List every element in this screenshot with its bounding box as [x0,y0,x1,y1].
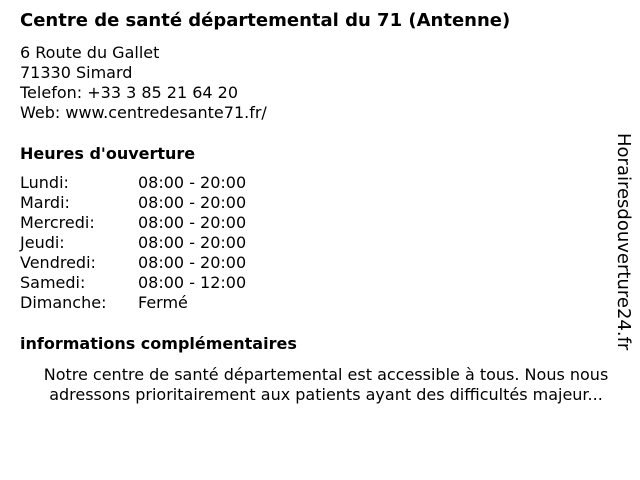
hours-row-saturday [20,273,246,293]
address-web: Web: www.centredesante71.fr/ [20,103,267,122]
hours-day: Dimanche: [20,293,107,312]
hours-row-friday [20,253,246,273]
hours-time: 08:00 - 20:00 [138,213,247,232]
hours-day: Jeudi: [20,233,65,252]
site-watermark-text: Horairesdouverture24.fr [613,133,634,351]
info-line: adressons prioritairement aux patients ayant des difficultés majeur... [49,385,603,404]
hours-time: 08:00 - 20:00 [138,193,247,212]
address-street: 6 Route du Gallet [20,43,160,62]
hours-day: Mercredi: [20,213,95,232]
info-line: Notre centre de santé départemental est accessible à tous. Nous nous [43,365,609,384]
opening-hours-heading: Heures d'ouverture [20,144,196,163]
hours-row-sunday [20,293,246,313]
hours-day: Lundi: [20,173,69,192]
opening-hours-table [20,173,246,313]
hours-row-wednesday [20,213,246,233]
hours-row-tuesday [20,193,246,213]
additional-info-text [20,365,632,405]
hours-row-thursday [20,233,246,253]
hours-time: 08:00 - 20:00 [138,233,247,252]
address-block [20,43,267,123]
page-title: Centre de santé départemental du 71 (Antenne) [20,10,511,31]
address-phone: Telefon: +33 3 85 21 64 20 [20,83,239,102]
address-city: 71330 Simard [20,63,133,82]
additional-info-heading: informations complémentaires [20,334,297,353]
hours-day: Vendredi: [20,253,96,272]
site-watermark [611,133,635,351]
hours-time: 08:00 - 20:00 [138,253,247,272]
hours-day: Mardi: [20,193,70,212]
hours-row-monday [20,173,246,193]
hours-time: 08:00 - 20:00 [138,173,247,192]
hours-time: 08:00 - 12:00 [138,273,247,292]
hours-day: Samedi: [20,273,86,292]
hours-time: Fermé [138,293,188,312]
